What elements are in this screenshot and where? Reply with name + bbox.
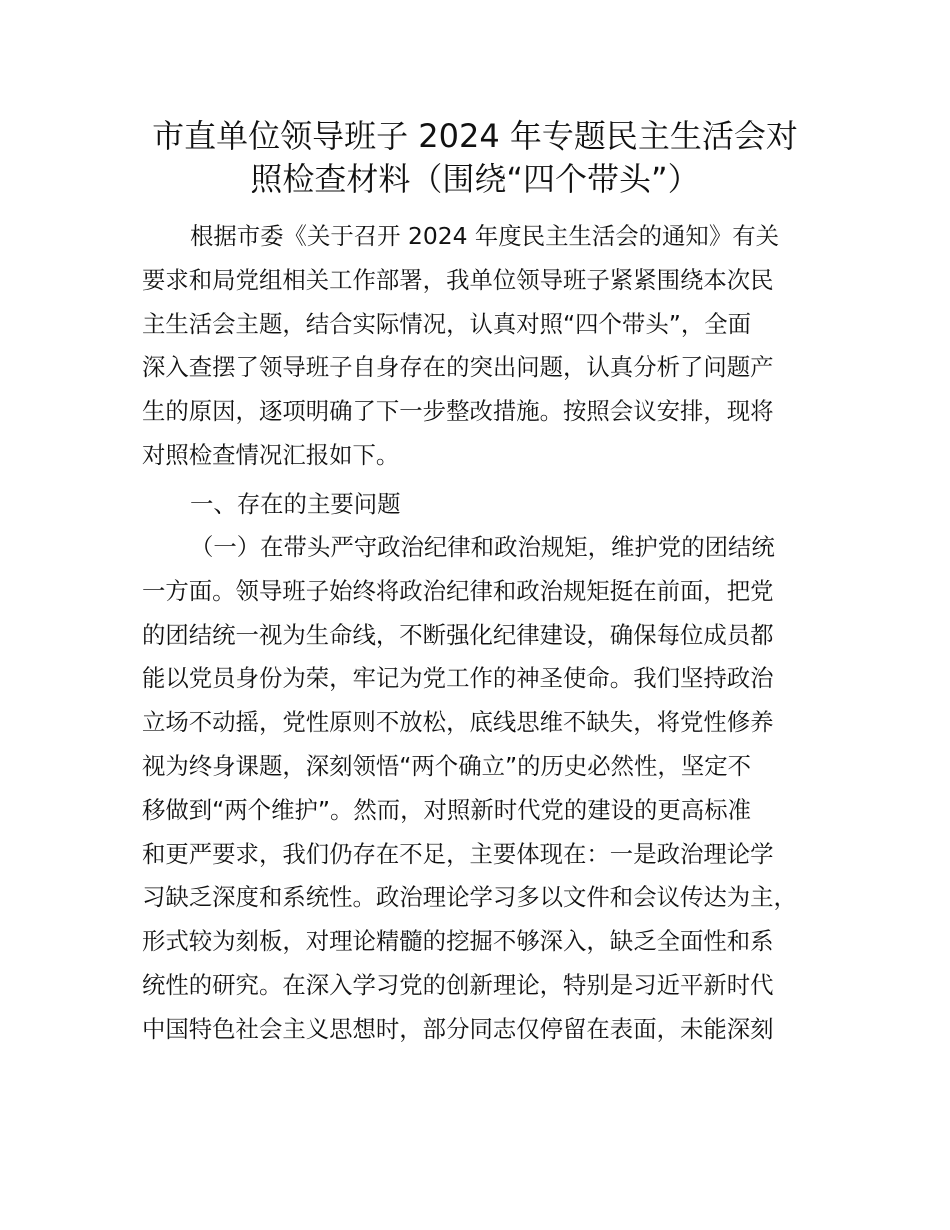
section-heading bbox=[142, 483, 832, 527]
text-line: 中国特色社会主义思想时，部分同志仅停留在表面，未能深刻 bbox=[142, 1014, 774, 1043]
text-line: 根据市委《关于召开 2024 年度民主生活会的通知》有关 bbox=[190, 222, 779, 250]
text-line: 一方面。领导班子始终将政治纪律和政治规矩挺在前面，把党 bbox=[142, 576, 774, 605]
section1-paragraph bbox=[142, 526, 832, 1052]
text-line: 视为终身课题，深刻领悟“两个确立”的历史必然性，坚定不 bbox=[142, 751, 751, 780]
text-line: 主生活会主题，结合实际情况，认真对照“四个带头”，全面 bbox=[142, 309, 751, 338]
document-title bbox=[100, 115, 850, 201]
text-line: 习缺乏深度和系统性。政治理论学习多以文件和会议传达为主， bbox=[142, 883, 797, 912]
section-heading-text: 一、存在的主要问题 bbox=[190, 490, 401, 518]
text-line: 立场不动摇，党性原则不放松，底线思维不缺失，将党性修养 bbox=[142, 708, 774, 737]
text-line: 生的原因，逐项明确了下一步整改措施。按照会议安排，现将 bbox=[142, 397, 774, 426]
text-line: 要求和局党组相关工作部署，我单位领导班子紧紧围绕本次民 bbox=[142, 265, 774, 294]
text-line: 统性的研究。在深入学习党的创新理论，特别是习近平新时代 bbox=[142, 970, 774, 999]
text-line: 的团结统一视为生命线，不断强化纪律建设，确保每位成员都 bbox=[142, 620, 774, 649]
text-line: 移做到“两个维护”。然而，对照新时代党的建设的更高标准 bbox=[142, 795, 751, 824]
text-line: 和更严要求，我们仍存在不足，主要体现在：一是政治理论学 bbox=[142, 839, 774, 868]
intro-paragraph bbox=[142, 215, 832, 478]
text-line: 能以党员身份为荣，牢记为党工作的神圣使命。我们坚持政治 bbox=[142, 664, 774, 693]
title-line: 市直单位领导班子 2024 年专题民主生活会对 bbox=[152, 117, 798, 155]
title-line: 照检查材料（围绕“四个带头”） bbox=[250, 160, 700, 198]
text-line: 形式较为刻板，对理论精髓的挖掘不够深入，缺乏全面性和系 bbox=[142, 927, 774, 956]
text-line: 对照检查情况汇报如下。 bbox=[142, 440, 400, 469]
text-line: 深入查摆了领导班子自身存在的突出问题，认真分析了问题产 bbox=[142, 353, 774, 382]
text-line: （一）在带头严守政治纪律和政治规矩，维护党的团结统 bbox=[190, 533, 775, 561]
